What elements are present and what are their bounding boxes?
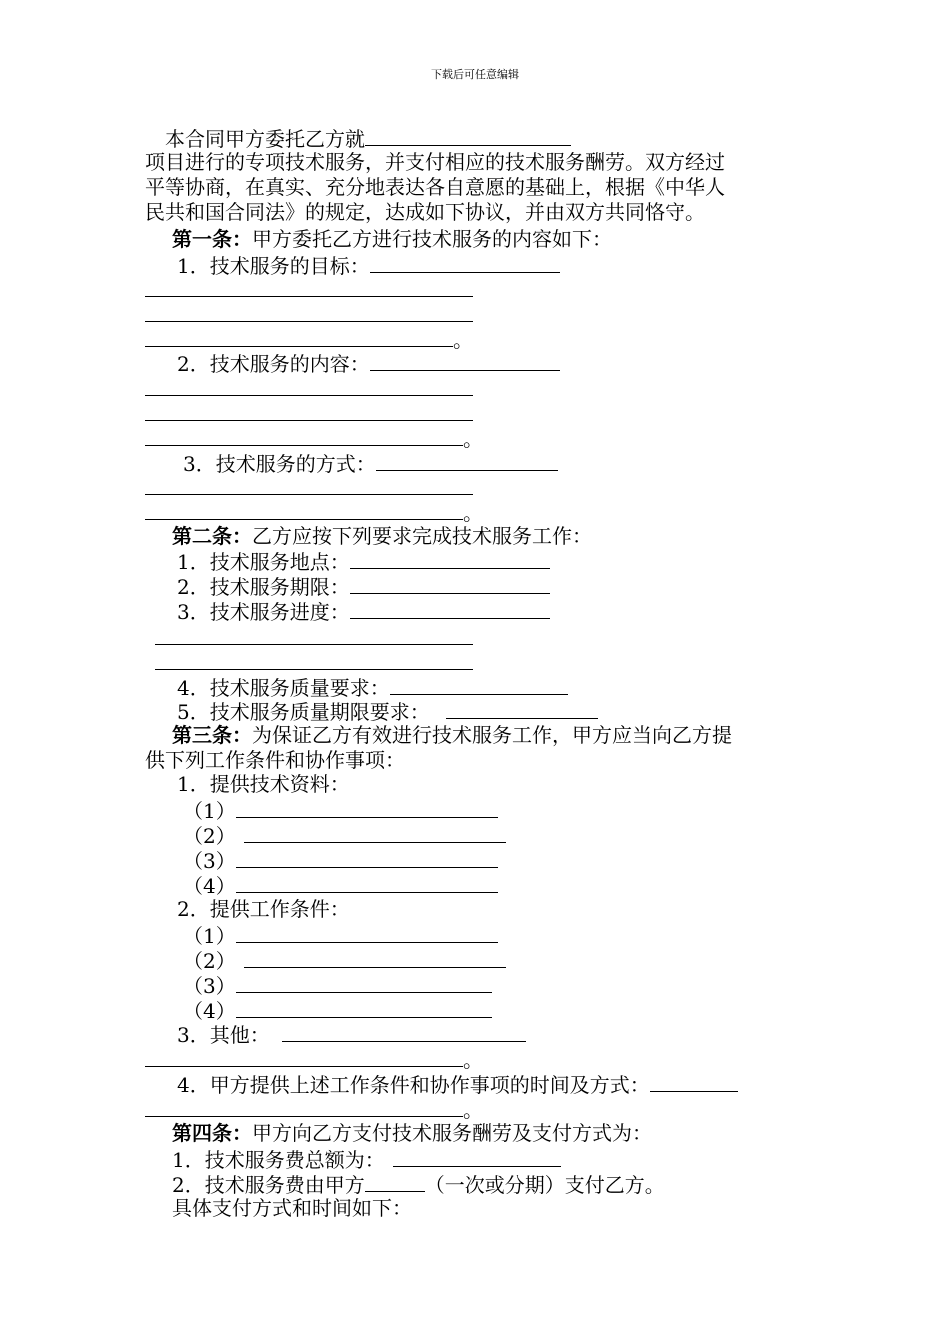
blank-quality-term[interactable]: [446, 698, 598, 719]
blank-other[interactable]: [282, 1021, 526, 1042]
article-1-item-2: 2．技术服务的内容：: [177, 350, 560, 376]
tech-doc-row-4: （4）: [183, 872, 498, 898]
blank-line-row: [145, 474, 473, 500]
blank-line-row: 。: [145, 326, 473, 352]
blank-service-location[interactable]: [350, 548, 550, 569]
blank-line[interactable]: [145, 499, 463, 520]
intro-line-3: 平等协商，在真实、充分地表达各自意愿的基础上，根据《中华人: [145, 175, 725, 199]
work-cond-row-2: （2）: [183, 947, 506, 973]
blank-time-method[interactable]: [650, 1071, 738, 1092]
blank-line-row: [145, 276, 473, 302]
blank-project-name[interactable]: [365, 125, 571, 146]
blank-quality-requirement[interactable]: [390, 674, 568, 695]
blank-line[interactable]: [145, 326, 453, 347]
tech-doc-row-1: （1）: [183, 797, 498, 823]
article-1-heading: 第一条：甲方委托乙方进行技术服务的内容如下：: [172, 227, 612, 251]
blank-line-row: 。: [145, 1046, 483, 1072]
blank-line-row: [145, 400, 473, 426]
blank-line-row: 。: [145, 499, 483, 525]
blank-service-goal[interactable]: [370, 252, 560, 273]
blank-line[interactable]: [145, 474, 473, 495]
blank-line[interactable]: [155, 624, 473, 645]
article-1-item-1: 1．技术服务的目标：: [177, 252, 560, 278]
blank-line[interactable]: [145, 1046, 463, 1067]
article-2-item-4: 4．技术服务质量要求：: [177, 674, 568, 700]
article-3-heading: 第三条：为保证乙方有效进行技术服务工作，甲方应当向乙方提: [172, 723, 732, 747]
blank-line[interactable]: [145, 375, 473, 396]
blank-service-progress[interactable]: [350, 598, 550, 619]
blank-tech-doc-2[interactable]: [244, 822, 506, 843]
article-3-item-1: 1．提供技术资料：: [177, 772, 350, 796]
tech-doc-row-3: （3）: [183, 847, 498, 873]
blank-work-cond-4[interactable]: [236, 997, 492, 1018]
blank-line[interactable]: [145, 301, 473, 322]
blank-line-row: 。: [145, 425, 483, 451]
blank-service-term[interactable]: [350, 573, 550, 594]
intro-line-2: 项目进行的专项技术服务，并支付相应的技术服务酬劳。双方经过: [145, 150, 725, 174]
article-4-item-1: 1．技术服务费总额为：: [172, 1146, 561, 1172]
blank-line-row: [145, 301, 473, 327]
article-4-item-3: 具体支付方式和时间如下：: [172, 1196, 412, 1220]
intro-line-1: 本合同甲方委托乙方就: [165, 125, 571, 151]
article-2-item-2: 2．技术服务期限：: [177, 573, 550, 599]
blank-line[interactable]: [145, 276, 473, 297]
article-3-item-4: 4．甲方提供上述工作条件和协作事项的时间及方式：: [177, 1071, 738, 1097]
blank-line-row: 。: [145, 1096, 483, 1122]
work-cond-row-1: （1）: [183, 922, 498, 948]
article-2-item-5: 5．技术服务质量期限要求：: [177, 698, 598, 724]
work-cond-row-4: （4）: [183, 997, 492, 1023]
blank-line[interactable]: [155, 649, 473, 670]
blank-work-cond-3[interactable]: [236, 972, 492, 993]
blank-tech-doc-4[interactable]: [236, 872, 498, 893]
article-3-item-3: 3．其他：: [177, 1021, 526, 1047]
article-4-heading: 第四条：甲方向乙方支付技术服务酬劳及支付方式为：: [172, 1121, 652, 1145]
blank-service-content[interactable]: [370, 350, 560, 371]
blank-work-cond-2[interactable]: [244, 947, 506, 968]
article-3-heading-cont: 供下列工作条件和协作事项：: [145, 748, 405, 772]
blank-line[interactable]: [145, 1096, 463, 1117]
blank-line-row: [145, 375, 473, 401]
article-4-item-2: 2．技术服务费由甲方 （一次或分期）支付乙方。: [172, 1173, 665, 1197]
intro-line-4: 民共和国合同法》的规定，达成如下协议，并由双方共同恪守。: [145, 200, 705, 224]
blank-line-row: [155, 649, 473, 675]
blank-tech-doc-3[interactable]: [236, 847, 498, 868]
blank-service-method[interactable]: [376, 450, 558, 471]
blank-line[interactable]: [145, 425, 463, 446]
blank-line[interactable]: [145, 400, 473, 421]
article-1-item-3: 3．技术服务的方式：: [183, 450, 558, 476]
article-2-heading: 第二条：乙方应按下列要求完成技术服务工作：: [172, 524, 592, 548]
blank-payment-mode[interactable]: [365, 1171, 425, 1192]
blank-tech-doc-1[interactable]: [236, 797, 498, 818]
page-header-note: 下载后可任意编辑: [431, 68, 519, 81]
article-2-item-3: 3．技术服务进度：: [177, 598, 550, 624]
blank-work-cond-1[interactable]: [236, 922, 498, 943]
article-3-item-2: 2．提供工作条件：: [177, 897, 350, 921]
tech-doc-row-2: （2）: [183, 822, 506, 848]
article-2-item-1: 1．技术服务地点：: [177, 548, 550, 574]
work-cond-row-3: （3）: [183, 972, 492, 998]
blank-line-row: [155, 624, 473, 650]
blank-total-fee[interactable]: [393, 1146, 561, 1167]
